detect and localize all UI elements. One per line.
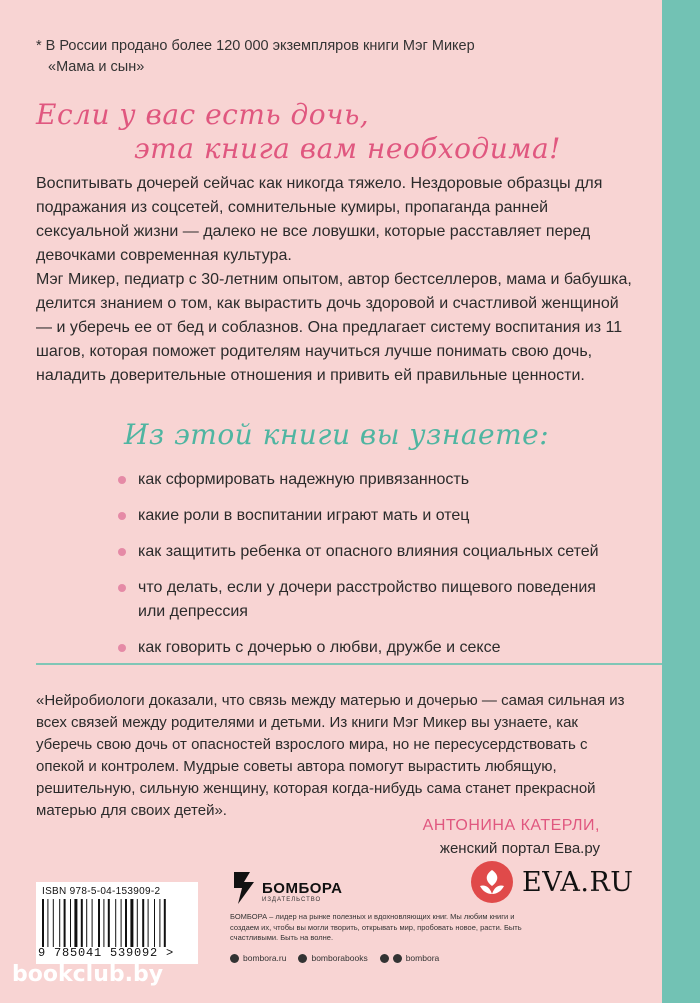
subheading: Из этой книги вы узнаете: xyxy=(124,418,550,451)
globe-icon xyxy=(230,954,239,963)
publisher-socials xyxy=(230,953,439,963)
social-site-label: bombora.ru xyxy=(243,953,287,963)
social-books-label: bomborabooks xyxy=(311,953,368,963)
social-books[interactable] xyxy=(298,953,367,963)
bullet-dot-icon xyxy=(118,512,126,520)
list-item-text: что делать, если у дочери расстройство пищевого поведения или депрессия xyxy=(138,579,596,620)
headline xyxy=(36,98,596,166)
telegram-icon xyxy=(393,954,402,963)
bullet-list xyxy=(118,468,618,672)
social-icon xyxy=(380,954,389,963)
footnote-line-2: «Мама и сын» xyxy=(48,59,145,75)
barcode xyxy=(36,882,198,964)
social-site[interactable] xyxy=(230,953,286,963)
bullet-dot-icon xyxy=(118,476,126,484)
watermark: bookclub.by xyxy=(12,962,164,987)
publisher-text: БОМБОРА – лидер на рынке полезных и вдохновляющих книг. Мы любим книги и создаем их, чтобы вы могли творить, открывать мир, пробовать новое, расти. Быть счастливыми. Быть на волне. xyxy=(230,912,522,942)
book-spine xyxy=(662,0,700,1003)
list-item xyxy=(118,636,618,660)
publisher-sub: ИЗДАТЕЛЬСТВО xyxy=(262,897,322,903)
social-bombora-label: bombora xyxy=(405,953,440,963)
eva-logo xyxy=(470,860,634,904)
divider xyxy=(36,663,662,665)
footnote-line-1: * В России продано более 120 000 экземпляров книги Мэг Микер xyxy=(36,38,475,54)
bullet-dot-icon xyxy=(118,548,126,556)
list-item xyxy=(118,504,618,528)
bombora-logo-icon xyxy=(230,868,258,908)
barcode-number: 9 785041 539092 > xyxy=(38,946,175,960)
quote-source: женский портал Ева.ру xyxy=(439,840,600,857)
barcode-bars-icon xyxy=(42,899,192,947)
publisher-name: БОМБОРА xyxy=(262,880,343,897)
vk-icon xyxy=(298,954,307,963)
list-item-text: как защитить ребенка от опасного влияния социальных сетей xyxy=(138,543,599,560)
headline-line-2: эта книга вам необходима! xyxy=(134,132,561,165)
list-item xyxy=(118,468,618,492)
list-item-text: как говорить с дочерью о любви, дружбе и сексе xyxy=(138,639,501,656)
footnote xyxy=(36,36,636,78)
review-quote: «Нейробиологи доказали, что связь между матерью и дочерью — самая сильная из всех связей между родителями и детьми. Из книги Мэг Микер вы узнаете, как уберечь свою дочь от опасностей взрослого мира, но не пересусердствовать с опекой и контролем. Мудрые советы автора помогут вырастить любящую, решительную, сильную женщину, которая когда-нибудь сама станет прекрасной матерью для своих детей». xyxy=(36,692,625,819)
paragraph-author: Мэг Микер, педиатр с 30-летним опытом, автор бестселлеров, мама и бабушка, делится знанием о том, как вырастить дочь здоровой и счастливой женщиной — и уберечь ее от бед и соблазнов. Она предлагает систему воспитания из 11 шагов, которая поможет родителям научиться лучше понимать свою дочь, наладить доверительные отношения и привить ей правильные ценности. xyxy=(36,271,632,384)
bullet-dot-icon xyxy=(118,584,126,592)
eva-flower-icon xyxy=(470,860,514,904)
list-item-text: как сформировать надежную привязанность xyxy=(138,471,470,488)
isbn-label: ISBN 978-5-04-153909-2 xyxy=(42,886,161,897)
eva-logo-text: EVA.RU xyxy=(522,866,634,898)
list-item xyxy=(118,540,618,564)
paragraph-intro: Воспитывать дочерей сейчас как никогда тяжело. Нездоровые образцы для подражания из соцсетей, сомнительные кумиры, пропаганда ранней сексуальной жизни — далеко не все ловушки, которые расставляет перед девочками современная культура. xyxy=(36,175,603,264)
list-item xyxy=(118,576,618,624)
list-item-text: какие роли в воспитании играют мать и отец xyxy=(138,507,470,524)
quote-author: АНТОНИНА КАТЕРЛИ, xyxy=(422,817,600,834)
social-bombora[interactable] xyxy=(380,953,440,963)
bullet-dot-icon xyxy=(118,644,126,652)
headline-line-1: Если у вас есть дочь, xyxy=(36,98,370,131)
